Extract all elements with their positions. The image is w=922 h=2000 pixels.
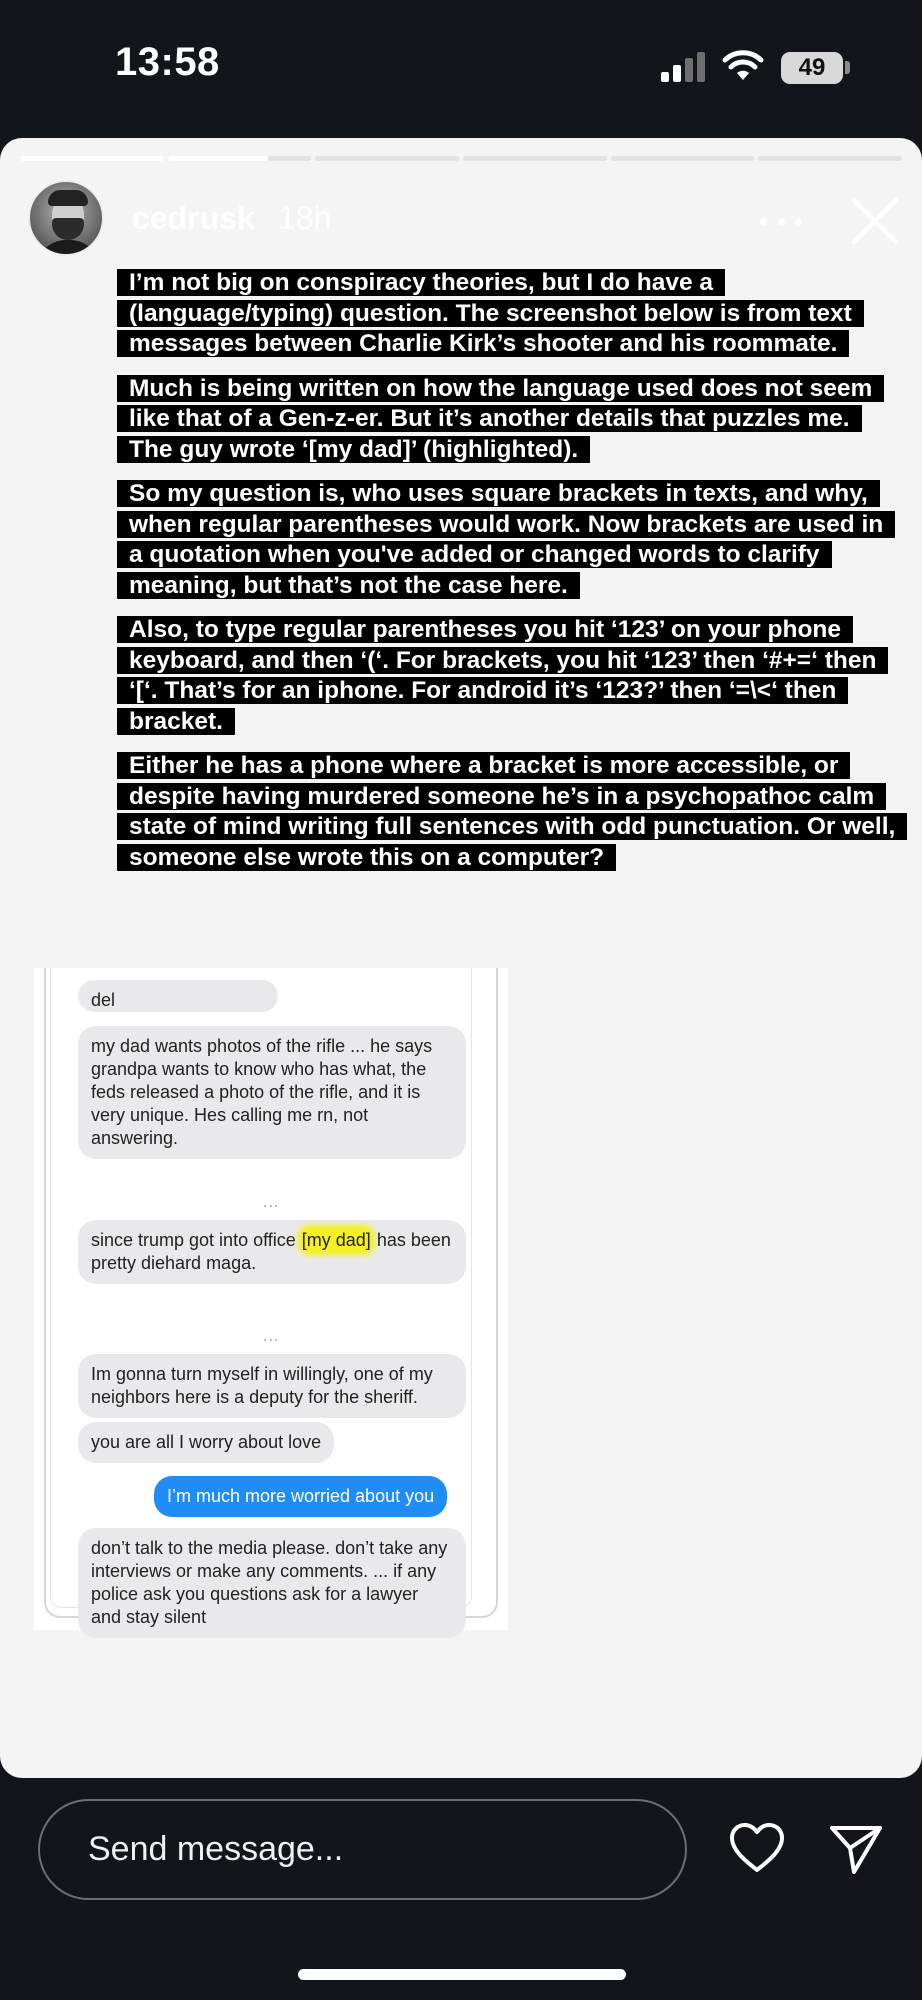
embedded-message-screenshot <box>34 968 508 1630</box>
message-bubble-sent: I’m much more worried about you <box>154 1476 447 1517</box>
story-text-overlay <box>117 268 897 887</box>
battery-icon <box>781 52 843 84</box>
message-bubble-received: my dad wants photos of the rifle ... he says grandpa wants to know who has what, the feds released a photo of the rifle, and it is very unique. Hes calling me rn, not answering. <box>78 1026 466 1159</box>
story-progress-segment <box>168 156 312 161</box>
send-message-input[interactable] <box>38 1799 687 1900</box>
status-time: 13:58 <box>115 40 220 84</box>
overlay-paragraph: Either he has a phone where a bracket is more accessible, or despite having murdered someone he’s in a psychopathoc calm state of mind writing full sentences with odd punctuation. Or well, someone else wrote this on a computer? <box>117 751 897 873</box>
story-username[interactable]: cedrusk <box>132 200 255 236</box>
more-icon[interactable] <box>760 218 802 226</box>
story-progress-segment <box>463 156 607 161</box>
story-progress-segment <box>611 156 755 161</box>
partial-message-bubble: del <box>78 980 278 1012</box>
avatar[interactable] <box>28 180 104 256</box>
message-bubble-received: don’t talk to the media please. don’t take any interviews or make any comments. ... if any police ask you questions ask for a lawyer and stay silent <box>78 1528 466 1638</box>
message-bubble-received: since trump got into office [my dad] has been pretty diehard maga. <box>78 1220 466 1284</box>
close-icon[interactable] <box>848 194 902 248</box>
overlay-paragraph: I’m not big on conspiracy theories, but I do have a (language/typing) question. The screenshot below is from text messages between Charlie Kirk’s shooter and his roommate. <box>117 268 897 360</box>
wifi-icon <box>722 48 764 82</box>
send-icon[interactable] <box>828 1822 884 1876</box>
home-indicator[interactable] <box>298 1969 626 1980</box>
battery-tip <box>845 61 850 74</box>
message-gap-ellipsis: ... <box>263 1194 280 1211</box>
highlighted-text: [my dad] <box>301 1230 371 1250</box>
overlay-paragraph: So my question is, who uses square brackets in texts, and why, when regular parentheses would work. Now brackets are used in a quotation when you've added or changed words to clarify meaning, but that’s not the case here. <box>117 479 897 601</box>
story-progress-segment <box>20 156 164 161</box>
cellular-signal-icon <box>661 52 707 82</box>
story-timestamp: 18h <box>278 200 332 236</box>
story-progress-segment <box>315 156 459 161</box>
story-progress-bar <box>20 156 902 161</box>
story-progress-segment <box>758 156 902 161</box>
message-bubble-received: Im gonna turn myself in willingly, one of my neighbors here is a deputy for the sheriff. <box>78 1354 466 1418</box>
overlay-paragraph: Also, to type regular parentheses you hit ‘123’ on your phone keyboard, and then ‘(‘. For brackets, you hit ‘123’ then ‘#+=‘ then ‘[‘. That’s for an iphone. For android it’s ‘123?’ then ‘=\<‘ then bracket. <box>117 615 897 737</box>
message-gap-ellipsis: ... <box>263 1328 280 1345</box>
overlay-paragraph: Much is being written on how the language used does not seem like that of a Gen-z-er. But it’s another details that puzzles me. The guy wrote ‘[my dad]’ (highlighted). <box>117 374 897 466</box>
heart-icon[interactable] <box>728 1822 786 1874</box>
message-bubble-received: you are all I worry about love <box>78 1422 334 1463</box>
story-card[interactable] <box>0 138 922 1778</box>
battery-level: 49 <box>798 54 826 81</box>
